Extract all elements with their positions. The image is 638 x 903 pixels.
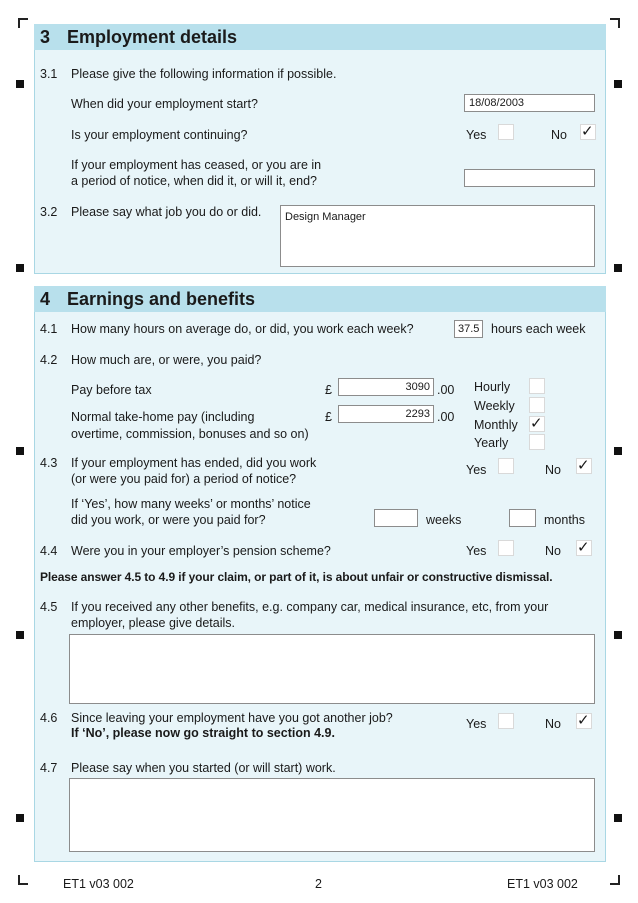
- registration-mark: [16, 264, 24, 272]
- notice-length-line2: did you work, or were you paid for?: [71, 513, 266, 527]
- registration-mark: [614, 264, 622, 272]
- hours-value: 37.5: [458, 323, 480, 335]
- registration-mark: [16, 631, 24, 639]
- notice-months-field[interactable]: [509, 509, 536, 527]
- tick-mark: ✓: [577, 457, 590, 474]
- yes-label: Yes: [466, 717, 487, 731]
- tick-mark: ✓: [577, 712, 590, 729]
- yes-label: Yes: [466, 128, 487, 142]
- registration-mark: [16, 447, 24, 455]
- question-number: 4.3: [40, 456, 58, 470]
- continuing-yes-checkbox[interactable]: [498, 124, 514, 140]
- registration-mark: [614, 814, 622, 822]
- question-number: 4.6: [40, 711, 58, 725]
- start-date-label: When did your employment start?: [71, 97, 258, 111]
- pay-before-tax-label: Pay before tax: [71, 383, 152, 397]
- period-hourly-checkbox[interactable]: [529, 378, 545, 394]
- registration-mark: [614, 631, 622, 639]
- question-number: 3.1: [40, 67, 58, 81]
- decimals: .00: [437, 410, 455, 424]
- months-label: months: [544, 513, 585, 527]
- registration-mark: [614, 447, 622, 455]
- no-label: No: [545, 544, 561, 558]
- start-date-field[interactable]: [464, 94, 595, 112]
- no-label: No: [545, 717, 561, 731]
- start-work-question: Please say when you started (or will start) work.: [71, 761, 336, 775]
- question-number: 4.2: [40, 353, 58, 367]
- pension-question: Were you in your employer’s pension scheme?: [71, 544, 331, 558]
- question-number: 4.5: [40, 600, 58, 614]
- hours-field[interactable]: [454, 320, 483, 338]
- period-monthly-label: Monthly: [474, 418, 518, 432]
- take-home-label-line1: Normal take-home pay (including: [71, 410, 255, 424]
- section-4-header: [34, 286, 606, 312]
- new-job-question-line1: Since leaving your employment have you got another job?: [71, 711, 393, 725]
- notice-length-line1: If ‘Yes’, how many weeks’ or months’ notice: [71, 497, 311, 511]
- registration-mark: [16, 80, 24, 88]
- ceased-label-line2: a period of notice, when did it, or will it, end?: [71, 174, 317, 188]
- benefits-field[interactable]: [69, 634, 595, 704]
- page-number: 2: [315, 877, 322, 891]
- no-label: No: [545, 463, 561, 477]
- pension-yes-checkbox[interactable]: [498, 540, 514, 556]
- start-work-field[interactable]: [69, 778, 595, 852]
- period-weekly-checkbox[interactable]: [529, 397, 545, 413]
- ceased-label-line1: If your employment has ceased, or you are in: [71, 158, 322, 172]
- registration-mark: [614, 80, 622, 88]
- job-title-label: Please say what job you do or did.: [71, 205, 262, 219]
- question-text: Please give the following information if possible.: [71, 67, 337, 81]
- question-number: 3.2: [40, 205, 58, 219]
- notice-question-line2: (or were you paid for) a period of notice?: [71, 472, 297, 486]
- dismissal-instruction: Please answer 4.5 to 4.9 if your claim, or part of it, is about unfair or constructive dismissal.: [40, 570, 553, 584]
- question-number: 4.4: [40, 544, 58, 558]
- tick-mark: ✓: [577, 539, 590, 556]
- take-home-value: 2293: [405, 408, 430, 420]
- currency-symbol: £: [325, 410, 332, 424]
- job-title-field[interactable]: [280, 205, 595, 267]
- hours-label: How many hours on average do, or did, you work each week?: [71, 322, 414, 336]
- benefits-question-line2: employer, please give details.: [71, 616, 235, 630]
- weeks-label: weeks: [426, 513, 462, 527]
- period-hourly-label: Hourly: [474, 380, 511, 394]
- job-title-value: Design Manager: [285, 211, 366, 223]
- benefits-question-line1: If you received any other benefits, e.g. company car, medical insurance, etc, from your: [71, 600, 549, 614]
- question-number: 4.7: [40, 761, 58, 775]
- crop-mark-top-right: [610, 18, 620, 28]
- section-number: 3: [40, 27, 51, 47]
- registration-mark: [16, 814, 24, 822]
- notice-question-line1: If your employment has ended, did you work: [71, 456, 317, 470]
- form-reference-left: ET1 v03 002: [63, 877, 134, 891]
- take-home-label-line2: overtime, commission, bonuses and so on): [71, 427, 309, 441]
- period-yearly-checkbox[interactable]: [529, 434, 545, 450]
- section-3-header: [34, 24, 606, 50]
- crop-mark-top-left: [18, 18, 28, 28]
- no-label: No: [551, 128, 567, 142]
- currency-symbol: £: [325, 383, 332, 397]
- notice-yes-checkbox[interactable]: [498, 458, 514, 474]
- tick-mark: ✓: [530, 415, 543, 432]
- yes-label: Yes: [466, 463, 487, 477]
- section-number: 4: [40, 289, 51, 309]
- section-title: Employment details: [67, 27, 238, 47]
- decimals: .00: [437, 383, 455, 397]
- new-job-yes-checkbox[interactable]: [498, 713, 514, 729]
- period-weekly-label: Weekly: [474, 399, 515, 413]
- form-reference-right: ET1 v03 002: [507, 877, 578, 891]
- yes-label: Yes: [466, 544, 487, 558]
- end-date-field[interactable]: [464, 169, 595, 187]
- crop-mark-bottom-left: [18, 875, 28, 885]
- hours-suffix: hours each week: [491, 322, 586, 336]
- continuing-label: Is your employment continuing?: [71, 128, 248, 142]
- new-job-question-line2: If ‘No’, please now go straight to section 4.9.: [71, 726, 335, 740]
- pay-before-tax-field[interactable]: [338, 378, 434, 396]
- notice-weeks-field[interactable]: [374, 509, 418, 527]
- crop-mark-bottom-right: [610, 875, 620, 885]
- start-date-value: 18/08/2003: [469, 97, 525, 109]
- section-title: Earnings and benefits: [67, 289, 256, 309]
- question-number: 4.1: [40, 322, 58, 336]
- pay-before-tax-value: 3090: [405, 381, 430, 393]
- pay-question: How much are, or were, you paid?: [71, 353, 262, 367]
- take-home-field[interactable]: [338, 405, 434, 423]
- tick-mark: ✓: [581, 123, 594, 140]
- period-yearly-label: Yearly: [474, 436, 509, 450]
